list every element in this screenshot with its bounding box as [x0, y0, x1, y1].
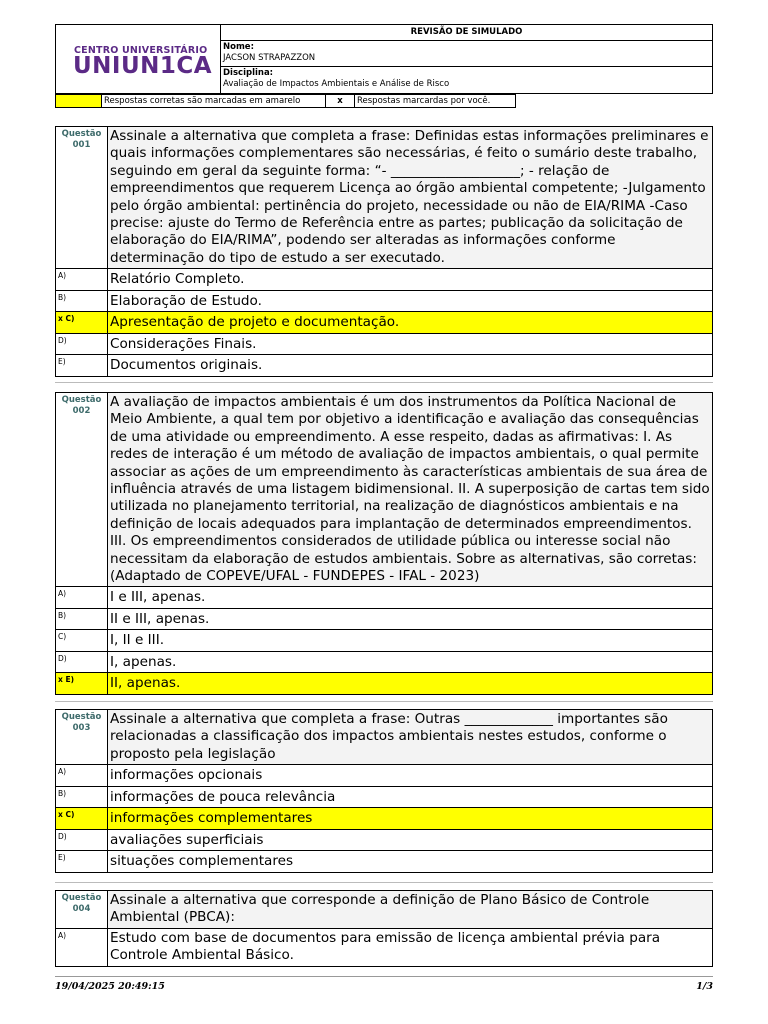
question-block: [55, 709, 713, 873]
option-letter: B): [56, 787, 108, 808]
print-datetime: 19/04/2025 20:49:15: [55, 981, 165, 992]
answer-option[interactable]: [56, 830, 712, 852]
question-divider: [55, 882, 713, 883]
option-letter: E): [56, 355, 108, 376]
legend-marker: x: [325, 94, 355, 108]
option-letter: B): [56, 609, 108, 630]
page-title: REVISÃO DE SIMULADO: [221, 25, 712, 41]
option-text: Elaboração de Estudo.: [110, 292, 262, 309]
answer-option-selected[interactable]: [56, 673, 712, 695]
answer-option[interactable]: [56, 334, 712, 356]
question-block: [55, 392, 713, 695]
option-letter: x E): [56, 673, 108, 694]
question-number: [56, 891, 108, 928]
answer-option[interactable]: [56, 269, 712, 291]
header-table: [55, 24, 713, 94]
logo-subtitle: CENTRO UNIVERSITÁRIO: [74, 45, 208, 56]
question-id: 002: [72, 406, 91, 416]
answer-option[interactable]: [56, 787, 712, 809]
question-text: A avaliação de impactos ambientais é um dos instrumentos da Política Nacional de Meio Ambiente, a qual tem por objetivo a identificação e avaliação das consequências de uma atividade ou empreendimento. A esse respeito, dadas as afirmativas: I. As redes de interação é um método de avaliação de impactos ambientais, o qual permite associar as ações de um empreendimento às características ambientais de sua área de influência através de uma listagem bidimensional. II. A superposição de cartas tem sido utilizada no planejamento territorial, na realização de diagnósticos ambientais e na definição de locais adequados para implantação de determinados empreendimentos. III. Os empreendimentos considerados de utilidade pública ou interesse social não necessitam da elaboração de estudos ambientais. Sobre as alternativas, são corretas: (Adaptado de COPEVE/UFAL - FUNDEPES - IFAL - 2023): [110, 394, 710, 585]
discipline-label: Disciplina:: [223, 68, 274, 78]
question-header: [56, 127, 712, 269]
question-id: 001: [72, 140, 91, 150]
question-header: [56, 891, 712, 929]
option-letter: D): [56, 652, 108, 673]
option-text: II, apenas.: [110, 675, 181, 692]
answer-option[interactable]: [56, 851, 712, 873]
name-label: Nome:: [223, 42, 254, 52]
question-label: Questão: [61, 395, 102, 405]
option-text: avaliações superficiais: [110, 831, 264, 848]
option-text: Relatório Completo.: [110, 271, 245, 288]
option-text: I, II e III.: [110, 632, 165, 649]
option-letter: D): [56, 334, 108, 355]
option-text: Estudo com base de documentos para emissão de licença ambiental prévia para Controle Ambiental Básico.: [110, 929, 661, 964]
option-letter: A): [56, 929, 108, 966]
question-header: [56, 710, 712, 765]
option-letter: C): [56, 630, 108, 651]
question-label: Questão: [61, 893, 102, 903]
question-number: [56, 710, 108, 764]
option-text: Documentos originais.: [110, 357, 263, 374]
footer-divider: [55, 976, 713, 977]
answer-option[interactable]: [56, 291, 712, 313]
logo-wordmark: UNIUN1CA: [73, 53, 213, 79]
question-block: [55, 890, 713, 967]
option-letter: E): [56, 851, 108, 872]
answer-option[interactable]: [56, 630, 712, 652]
university-logo: [56, 25, 221, 93]
question-id: 003: [72, 723, 91, 733]
question-label: Questão: [61, 712, 102, 722]
legend-correct-text: Respostas corretas são marcadas em amarelo: [101, 94, 326, 108]
student-name-field: [221, 41, 712, 67]
option-text: informações opcionais: [110, 767, 263, 784]
option-letter: A): [56, 765, 108, 786]
question-divider: [55, 382, 713, 383]
option-text: I e III, apenas.: [110, 589, 206, 606]
option-text: Considerações Finais.: [110, 335, 257, 352]
answer-option-selected[interactable]: [56, 312, 712, 334]
question-text: Assinale a alternativa que corresponde a definição de Plano Básico de Controle Ambiental (PBCA):: [110, 892, 650, 926]
question-block: [55, 126, 713, 377]
question-number: [56, 127, 108, 268]
discipline-field: [221, 67, 712, 93]
option-text: I, apenas.: [110, 653, 177, 670]
option-text: Apresentação de projeto e documentação.: [110, 314, 400, 331]
option-text: informações complementares: [110, 810, 313, 827]
option-letter: A): [56, 587, 108, 608]
question-header: [56, 393, 712, 587]
answer-option[interactable]: [56, 355, 712, 377]
answer-option[interactable]: [56, 609, 712, 631]
option-letter: x C): [56, 312, 108, 333]
option-text: informações de pouca relevância: [110, 788, 336, 805]
question-text: Assinale a alternativa que completa a frase: Definidas estas informações preliminares e quais informações complementares são necessárias, é feito o sumário deste trabalho, seguindo em geral da seguinte forma: “- ___________________; - relação de empreendimentos que requerem Licença ao órgão ambiental competente; -Julgamento pelo órgão ambiental: pertinência do projeto, necessidade ou não de EIA/RIMA -Caso precise: ajuste do Termo de Referência entre as partes; publicação da solicitação de elaboração do EIA/RIMA”, podendo ser alteradas as informações conforme determinação do tipo de estudo a ser executado.: [110, 128, 709, 266]
legend-yellow-swatch: [55, 94, 102, 108]
question-number: [56, 393, 108, 586]
question-id: 004: [72, 904, 91, 914]
legend-marked-text: Respostas marcardas por você.: [354, 94, 516, 108]
answer-option[interactable]: [56, 652, 712, 674]
answer-option[interactable]: [56, 587, 712, 609]
question-label: Questão: [61, 129, 102, 139]
option-text: situações complementares: [110, 853, 294, 870]
name-value: JACSON STRAPAZZON: [223, 53, 316, 63]
option-letter: A): [56, 269, 108, 290]
option-text: II e III, apenas.: [110, 610, 210, 627]
discipline-value: Avaliação de Impactos Ambientais e Análise de Risco: [223, 79, 450, 89]
page-number: 1/3: [696, 981, 713, 992]
answer-option-selected[interactable]: [56, 808, 712, 830]
option-letter: B): [56, 291, 108, 312]
answer-option[interactable]: [56, 929, 712, 967]
option-letter: x C): [56, 808, 108, 829]
question-divider: [55, 701, 713, 702]
answer-option[interactable]: [56, 765, 712, 787]
question-text: Assinale a alternativa que completa a frase: Outras _____________ importantes são relacionadas a classificação dos impactos ambientais nestes estudos, conforme o proposto pela legislação: [110, 711, 668, 762]
option-letter: D): [56, 830, 108, 851]
